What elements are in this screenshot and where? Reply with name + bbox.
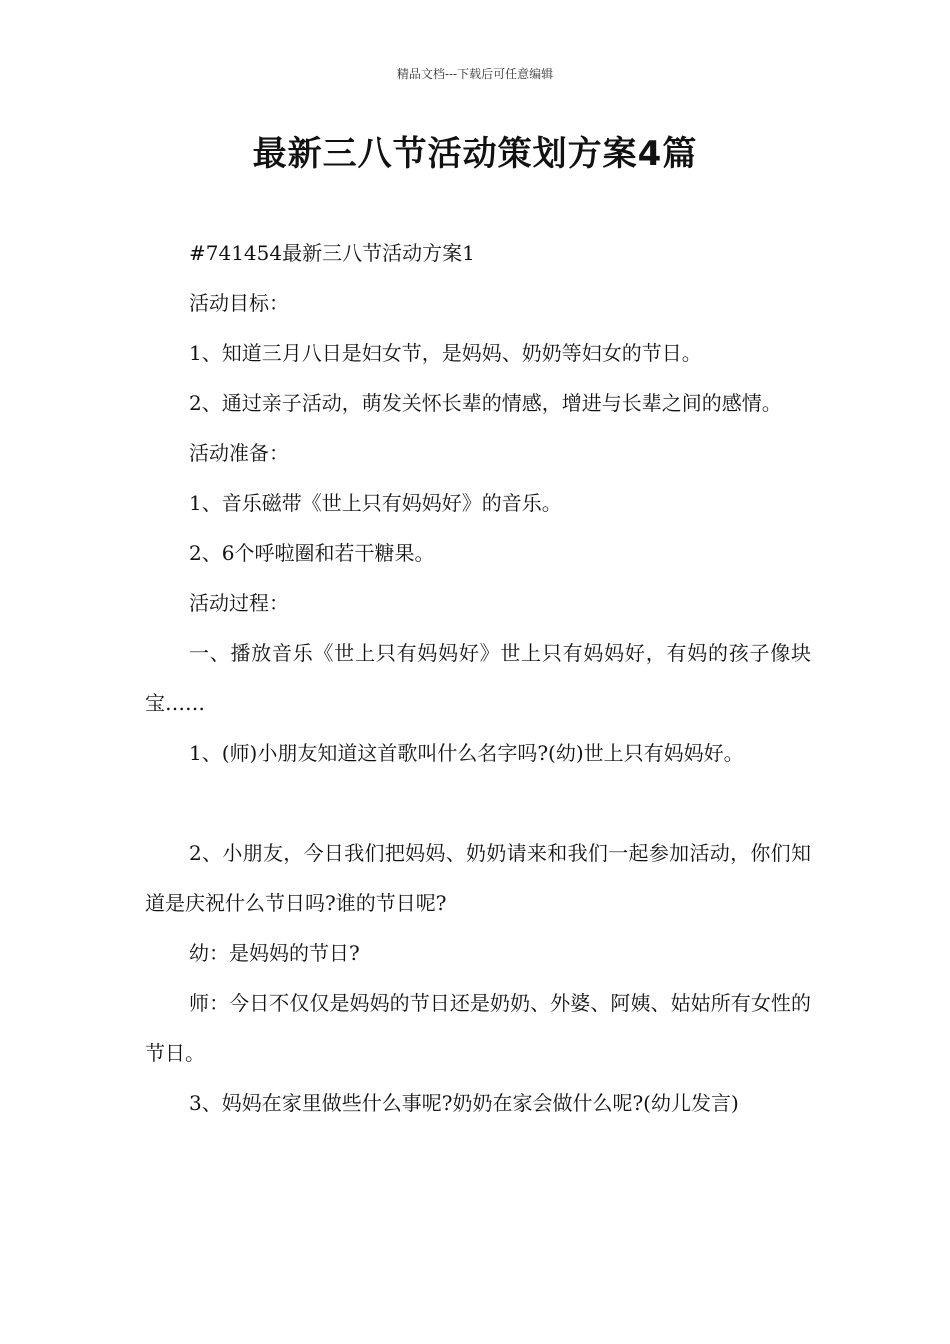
paragraph: 1、音乐磁带《世上只有妈妈好》的音乐。 bbox=[189, 491, 562, 515]
paragraph: 2、小朋友，今日我们把妈妈、奶奶请来和我们一起参加活动，你们知道是庆祝什么节日吗?谁的节日呢? bbox=[145, 841, 811, 915]
section-heading: #741454最新三八节活动方案1 bbox=[189, 241, 475, 265]
paragraph: 活动准备： bbox=[189, 441, 289, 465]
paragraph: 1、(师)小朋友知道这首歌叫什么名字吗?(幼)世上只有妈妈好。 bbox=[189, 741, 744, 765]
paragraph: 活动过程： bbox=[189, 591, 289, 615]
paragraph: 2、6个呼啦圈和若干糖果。 bbox=[189, 541, 435, 565]
paragraph: 幼：是妈妈的节日? bbox=[189, 941, 360, 965]
paragraph: 活动目标： bbox=[189, 291, 289, 315]
document-title: 最新三八节活动策划方案4篇 bbox=[252, 134, 698, 174]
paragraph: 师：今日不仅仅是妈妈的节日还是奶奶、外婆、阿姨、姑姑所有女性的节日。 bbox=[145, 991, 811, 1065]
header-note: 精品文档---下载后可任意编辑 bbox=[396, 67, 554, 81]
paragraph: 1、知道三月八日是妇女节，是妈妈、奶奶等妇女的节日。 bbox=[189, 341, 702, 365]
paragraph: 一、播放音乐《世上只有妈妈好》世上只有妈妈好，有妈的孩子像块宝…… bbox=[145, 641, 811, 715]
document-body bbox=[145, 228, 811, 1128]
paragraph: 2、通过亲子活动，萌发关怀长辈的情感，增进与长辈之间的感情。 bbox=[189, 391, 782, 415]
paragraph: 3、妈妈在家里做些什么事呢?奶奶在家会做什么呢?(幼儿发言) bbox=[189, 1091, 739, 1115]
